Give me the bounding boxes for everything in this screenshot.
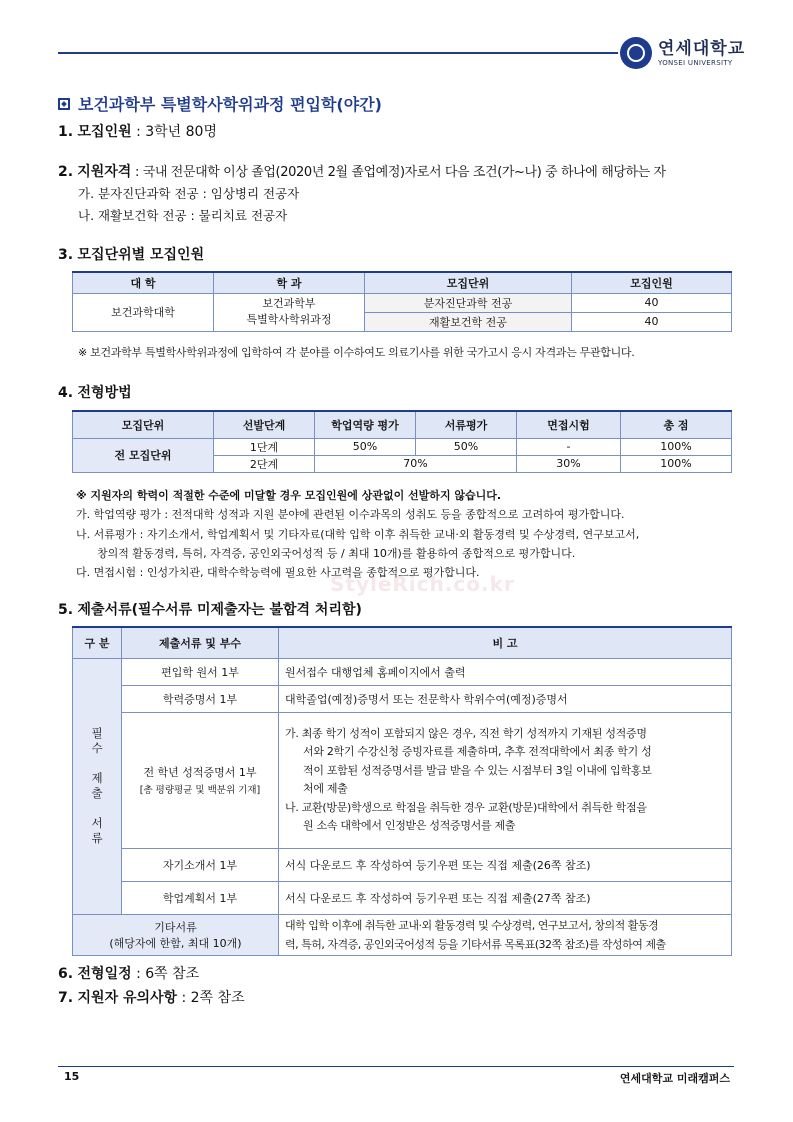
section-4-head: 전형방법 (77, 385, 132, 401)
doc-cell (122, 712, 279, 848)
doc-cell: 학력증명서 1부 (122, 685, 279, 712)
section-2-a: 가. 분자진단과학 전공 : 임상병리 전공자 (78, 186, 300, 201)
etc-doc-cell (73, 914, 279, 955)
section-7 (58, 987, 245, 1007)
etc-remark-cell (279, 914, 732, 955)
doc-cell: 학업계획서 1부 (122, 881, 279, 914)
col-interview: 면접시험 (517, 411, 621, 438)
doc-subtitle: [총 평량평균 및 백분위 기재] (139, 785, 261, 796)
col-total: 총 점 (621, 411, 732, 438)
section-3 (58, 244, 204, 264)
section-4-na1: 나. 서류평가 : 자기소개서, 학업계획서 및 기타자료(대학 입학 이후 취득한 교내·외 활동경력 및 수상경력, 연구보고서, (76, 528, 640, 541)
doc-title: 전 학년 성적증명서 1부 (143, 766, 257, 779)
section-4-num: 4. (58, 385, 74, 401)
section-7-head: 지원자 유의사항 (77, 990, 178, 1006)
remark-cell: 원서접수 대행업체 홈페이지에서 출력 (279, 658, 732, 685)
combined-cell: 70% (315, 455, 517, 472)
remark-line: 적이 포함된 성적증명서를 발급 받을 수 있는 시점부터 3일 이내에 입학홍보 (303, 763, 652, 777)
section-4-warning: ※ 지원자의 학력이 적절한 수준에 미달할 경우 모집인원에 상관없이 선발하지 않습니다. (76, 489, 502, 502)
doc-cell: 편입학 원서 1부 (122, 658, 279, 685)
section-2-b: 나. 재활보건학 전공 : 물리치료 전공자 (78, 208, 288, 223)
section-2-value: : 국내 전문대학 이상 졸업(2020년 2월 졸업예정)자로서 다음 조건(가~나) 중 하나에 해당하는 자 (131, 165, 666, 180)
section-1-value: : 3학년 80명 (131, 124, 217, 140)
section-3-num: 3. (58, 247, 74, 263)
etc-doc-subtitle: (해당자에 한함, 최대 10개) (109, 936, 242, 950)
stage-cell: 1단계 (214, 438, 315, 455)
col-document: 서류평가 (416, 411, 517, 438)
remark-line: 나. 교환(방문)학생으로 학점을 취득한 경우 교환(방문)대학에서 취득한 학점을 (285, 800, 647, 814)
section-4-ga: 가. 학업역량 평가 : 전적대학 성적과 지원 분야에 관련된 이수과목의 성취도 등을 종합적으로 고려하여 평가합니다. (76, 508, 625, 521)
col-category: 구 분 (73, 627, 122, 658)
footer-rule (58, 1066, 734, 1067)
section-5-head: 제출서류(필수서류 미제출자는 불합격 처리함) (77, 602, 362, 618)
category-cell: 필 수 제 출 서 류 (73, 658, 122, 914)
section-6 (58, 963, 199, 983)
section-5-num: 5. (58, 602, 74, 618)
col-academic: 학업역량 평가 (315, 411, 416, 438)
section-1-head: 모집인원 (77, 124, 132, 140)
section-7-value: : 2쪽 참조 (177, 990, 245, 1006)
section-4 (58, 382, 132, 402)
unit-cell: 분자진단과학 전공 (365, 293, 572, 312)
remark-cell (279, 712, 732, 848)
col-college: 대 학 (73, 272, 214, 293)
section-4-na2: 창의적 활동경력, 특허, 자격증, 공인외국어성적 등 / 최대 10개)를 활용하여 종합적으로 평가합니다. (97, 547, 576, 560)
remark-line: 원 소속 대학에서 인정받은 성적증명서를 제출 (303, 819, 516, 832)
remark-cell: 서식 다운로드 후 작성하여 등기우편 또는 직접 제출(27쪽 참조) (279, 881, 732, 914)
section-2-head: 지원자격 (77, 164, 132, 180)
col-stage: 선발단계 (214, 411, 315, 438)
total-cell: 100% (621, 438, 732, 455)
section-7-num: 7. (58, 990, 74, 1006)
remark-cell: 서식 다운로드 후 작성하여 등기우편 또는 직접 제출(26쪽 참조) (279, 848, 732, 881)
footer-campus: 연세대학교 미래캠퍼스 (619, 1072, 730, 1085)
logo-english: YONSEI UNIVERSITY (658, 58, 733, 67)
section-2 (58, 161, 666, 181)
col-unit: 모집단위 (365, 272, 572, 293)
etc-doc-title: 기타서류 (154, 920, 197, 934)
col-count: 모집인원 (572, 272, 732, 293)
remark-cell: 대학졸업(예정)증명서 또는 전문학사 학위수여(예정)증명서 (279, 685, 732, 712)
university-logo (620, 37, 745, 69)
col-unit: 모집단위 (73, 411, 214, 438)
section-5 (58, 599, 362, 619)
documents-table (72, 626, 732, 956)
watermark: StyleRich.co.kr (330, 572, 515, 596)
section-1 (58, 121, 217, 141)
remark-line: 력, 특허, 자격증, 공인외국어성적 등을 기타서류 목록표(32쪽 참조)를 작성하여 제출 (285, 937, 666, 951)
col-department: 학 과 (214, 272, 365, 293)
department-cell: 보건과학부 특별학사학위과정 (214, 293, 365, 331)
count-cell: 40 (572, 312, 732, 331)
unit-cell: 재활보건학 전공 (365, 312, 572, 331)
interview-cell: 30% (517, 455, 621, 472)
col-documents: 제출서류 및 부수 (122, 627, 279, 658)
section-4-da: 다. 면접시험 : 인성가치관, 대학수학능력에 필요한 사고력을 종합적으로 평가합니다. (76, 566, 480, 579)
college-cell: 보건과학대학 (73, 293, 214, 331)
section-2-num: 2. (58, 164, 74, 180)
remark-line: 서와 2학기 수강신청 증빙자료를 제출하며, 추후 전적대학에서 최종 학기 성 (303, 745, 652, 758)
remark-line: 처에 제출 (303, 782, 348, 795)
interview-cell: - (517, 438, 621, 455)
doc-cell: 자기소개서 1부 (122, 848, 279, 881)
page-number: 15 (64, 1070, 80, 1083)
page-title-text: 보건과학부 특별학사학위과정 편입학(야간) (78, 95, 382, 114)
remark-line: 가. 최종 학기 성적이 포함되지 않은 경우, 직전 학기 성적까지 기재된 성적증명 (285, 726, 647, 740)
section-6-num: 6. (58, 966, 74, 982)
unit-cell: 전 모집단위 (73, 438, 214, 472)
document-cell: 50% (416, 438, 517, 455)
count-cell: 40 (572, 293, 732, 312)
section-3-note: ※ 보건과학부 특별학사학위과정에 입학하여 각 분야를 이수하여도 의료기사를 위한 국가고시 응시 자격과는 무관합니다. (78, 346, 635, 359)
col-remarks: 비 고 (279, 627, 732, 658)
total-cell: 100% (621, 455, 732, 472)
header-rule (58, 52, 618, 54)
recruitment-table (72, 271, 732, 332)
selection-table (72, 410, 732, 473)
title-square-icon (58, 98, 70, 110)
section-6-head: 전형일정 (77, 966, 132, 982)
logo-korean: 연세대학교 (658, 38, 746, 59)
section-1-num: 1. (58, 124, 74, 140)
section-6-value: : 6쪽 참조 (131, 966, 200, 982)
section-3-head: 모집단위별 모집인원 (77, 247, 205, 263)
academic-cell: 50% (315, 438, 416, 455)
yonsei-seal-icon (620, 37, 652, 69)
remark-line: 대학 입학 이후에 취득한 교내·외 활동경력 및 수상경력, 연구보고서, 창의적 활동경 (285, 918, 659, 932)
page-title (58, 92, 382, 115)
stage-cell: 2단계 (214, 455, 315, 472)
